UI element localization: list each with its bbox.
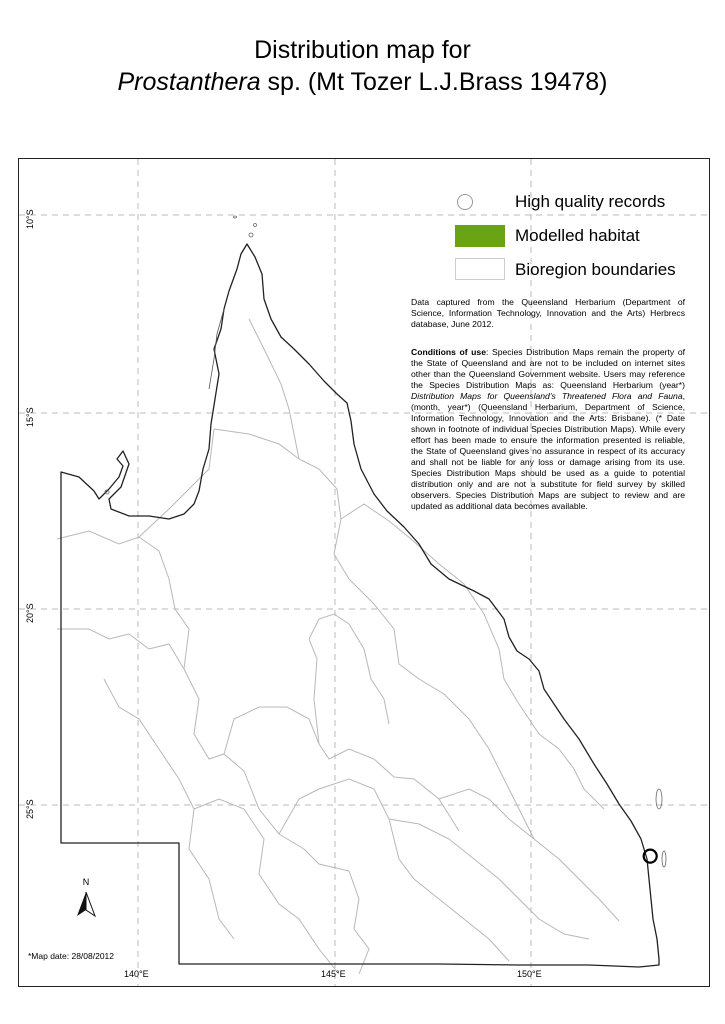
lon-label-145: 145°E <box>321 969 346 979</box>
map-date: *Map date: 28/08/2012 <box>28 951 115 961</box>
legend-label-habitat: Modelled habitat <box>515 226 640 245</box>
queensland-map <box>19 159 709 986</box>
legend-record-icon <box>457 194 473 210</box>
legend-bioregion-swatch <box>455 258 505 280</box>
graticule <box>19 159 709 986</box>
species-name-rest: sp. (Mt Tozer L.J.Brass 19478) <box>260 68 608 96</box>
conditions-heading: Conditions of use <box>411 347 486 357</box>
legend-habitat-swatch <box>455 225 505 247</box>
north-arrow-icon <box>77 877 95 916</box>
conditions-text-2: , (month, year*) (Queensland Herbarium, Department of Science, Information Technology, Innovation and the Arts: Brisbane). (* Date shown in footnote of individual Species Distribution Maps). While every effort has been made to ensure the information presented is reliable, the State of Queensland gives no assurance in respect of its accuracy and shall not be liable for any loss or damage arising from its use. Species Distribution Maps should be used as a guide to potential distribution only and are not a substitute for field survey by skilled observers. Species Distribution Maps are subject to review and are updated as additional data becomes available. <box>411 391 685 511</box>
map-title: Distribution map for <box>254 36 471 64</box>
conditions-italic: Distribution Maps for Queensland's Threatened Flora and Fauna <box>411 391 683 401</box>
lat-label-10: 10°S <box>25 209 35 229</box>
conditions-of-use <box>411 347 685 512</box>
species-title <box>0 68 725 97</box>
legend-label-records: High quality records <box>515 192 666 211</box>
species-genus: Prostanthera <box>117 68 261 96</box>
lon-label-140: 140°E <box>124 969 149 979</box>
lat-label-20: 20°S <box>25 603 35 623</box>
data-source-note: Data captured from the Queensland Herbarium (Department of Science, Information Technology, Innovation and the Arts) Herbrecs database, June 2012. <box>411 297 685 329</box>
north-arrow-label: N <box>82 877 90 887</box>
map-frame <box>18 158 710 987</box>
lat-label-25: 25°S <box>25 799 35 819</box>
conditions-text-1: : Species Distribution Maps remain the property of the State of Queensland and are not to be included on internet sites other than the Queensland Government website. Users may reference the Species Distribution Maps as: Queensland Herbarium (year*) <box>411 347 685 390</box>
legend-label-bioregion: Bioregion boundaries <box>515 260 676 279</box>
lon-label-150: 150°E <box>517 969 542 979</box>
lat-label-15: 15°S <box>25 407 35 427</box>
